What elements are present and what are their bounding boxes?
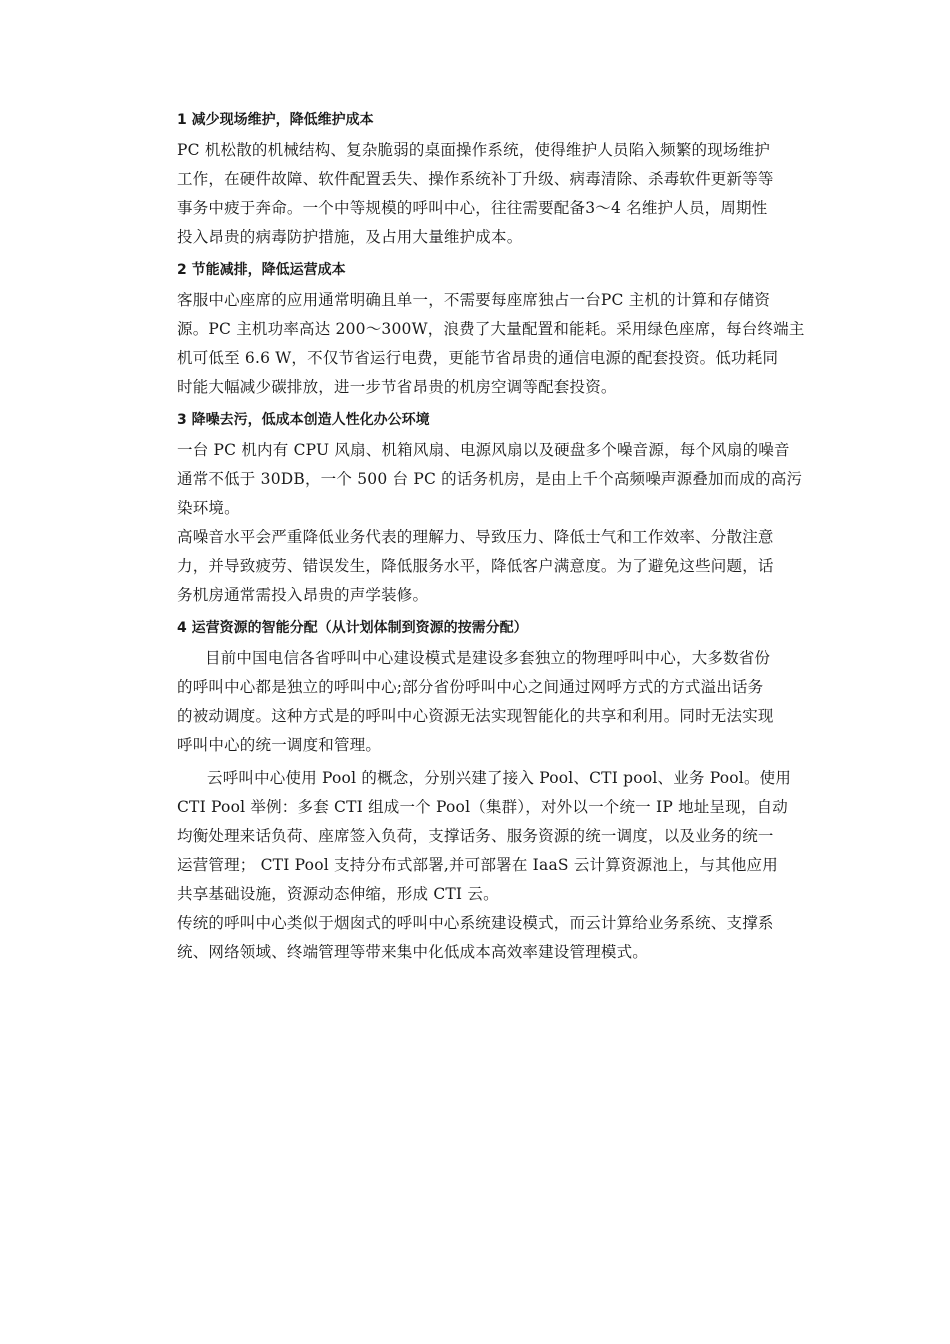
paragraph-line: 务机房通常需投入昂贵的声学装修。 <box>177 586 429 604</box>
paragraph-line: PC 机松散的机械结构、复杂脆弱的桌面操作系统，使得维护人员陷入频繁的现场维护 <box>177 141 771 159</box>
paragraph-line: 源。PC 主机功率高达 200～300W，浪费了大量配置和能耗。采用绿色座席，每台终端主 <box>177 320 805 338</box>
paragraph-line: 客服中心座席的应用通常明确且单一，不需要每座席独占一台PC 主机的计算和存储资 <box>177 291 771 309</box>
paragraph-line: 工作，在硬件故障、软件配置丢失、操作系统补丁升级、病毒清除、杀毒软件更新等等 <box>177 170 774 188</box>
paragraph-line: 目前中国电信各省呼叫中心建设模式是建设多套独立的物理呼叫中心，大多数省份 <box>205 649 771 667</box>
paragraph-line: 高噪音水平会严重降低业务代表的理解力、导致压力、降低士气和工作效率、分散注意 <box>177 528 774 546</box>
document-body <box>177 106 817 967</box>
section-4-paragraph-3 <box>177 909 817 967</box>
paragraph-line: 机可低至 6.6 W，不仅节省运行电费，更能节省昂贵的通信电源的配套投资。低功耗同 <box>177 349 779 367</box>
paragraph-line: 力，并导致疲劳、错误发生，降低服务水平，降低客户满意度。为了避免这些问题，话 <box>177 557 774 575</box>
paragraph-line: 事务中疲于奔命。一个中等规模的呼叫中心，往往需要配备3～4 名维护人员，周期性 <box>177 199 768 217</box>
paragraph-line: 呼叫中心的统一调度和管理。 <box>177 736 382 754</box>
section-heading-1: 1 减少现场维护，降低维护成本 <box>177 112 374 128</box>
section-2-paragraph-1 <box>177 286 817 402</box>
paragraph-line: 传统的呼叫中心类似于烟囱式的呼叫中心系统建设模式，而云计算给业务系统、支撑系 <box>177 914 774 932</box>
paragraph-line: 共享基础设施，资源动态伸缩，形成 CTI 云。 <box>177 885 499 903</box>
paragraph-line: CTI Pool 举例：多套 CTI 组成一个 Pool（集群），对外以一个统一 IP 地址呈现，自动 <box>177 798 788 816</box>
section-heading-2: 2 节能减排，降低运营成本 <box>177 262 346 278</box>
paragraph-line: 均衡处理来话负荷、座席签入负荷，支撑话务、服务资源的统一调度，以及业务的统一 <box>177 827 774 845</box>
paragraph-line: 时能大幅减少碳排放，进一步节省昂贵的机房空调等配套投资。 <box>177 378 617 396</box>
section-3-paragraph-1 <box>177 436 817 523</box>
paragraph-line: 云呼叫中心使用 Pool 的概念，分别兴建了接入 Pool、CTI pool、业务 Pool。使用 <box>207 769 792 787</box>
paragraph-line: 染环境。 <box>177 499 240 517</box>
section-heading-4: 4 运营资源的智能分配（从计划体制到资源的按需分配） <box>177 620 528 636</box>
section-1-paragraph-1 <box>177 136 817 252</box>
paragraph-line: 统、网络领域、终端管理等带来集中化低成本高效率建设管理模式。 <box>177 943 649 961</box>
paragraph-line: 的被动调度。这种方式是的呼叫中心资源无法实现智能化的共享和利用。同时无法实现 <box>177 707 774 725</box>
section-3-paragraph-2 <box>177 523 817 610</box>
section-heading-3: 3 降噪去污，低成本创造人性化办公环境 <box>177 412 430 428</box>
paragraph-line: 一台 PC 机内有 CPU 风扇、机箱风扇、电源风扇以及硬盘多个噪音源，每个风扇的噪音 <box>177 441 790 459</box>
paragraph-line: 通常不低于 30DB，一个 500 台 PC 的话务机房，是由上千个高频噪声源叠加而成的高污 <box>177 470 803 488</box>
paragraph-line: 投入昂贵的病毒防护措施，及占用大量维护成本。 <box>177 228 523 246</box>
paragraph-line: 运营管理； CTI Pool 支持分布式部署,并可部署在 IaaS 云计算资源池上，与其他应用 <box>177 856 778 874</box>
section-4-paragraph-2 <box>177 764 817 909</box>
paragraph-line: 的呼叫中心都是独立的呼叫中心;部分省份呼叫中心之间通过网呼方式的方式溢出话务 <box>177 678 764 696</box>
section-4-paragraph-1 <box>177 644 817 760</box>
